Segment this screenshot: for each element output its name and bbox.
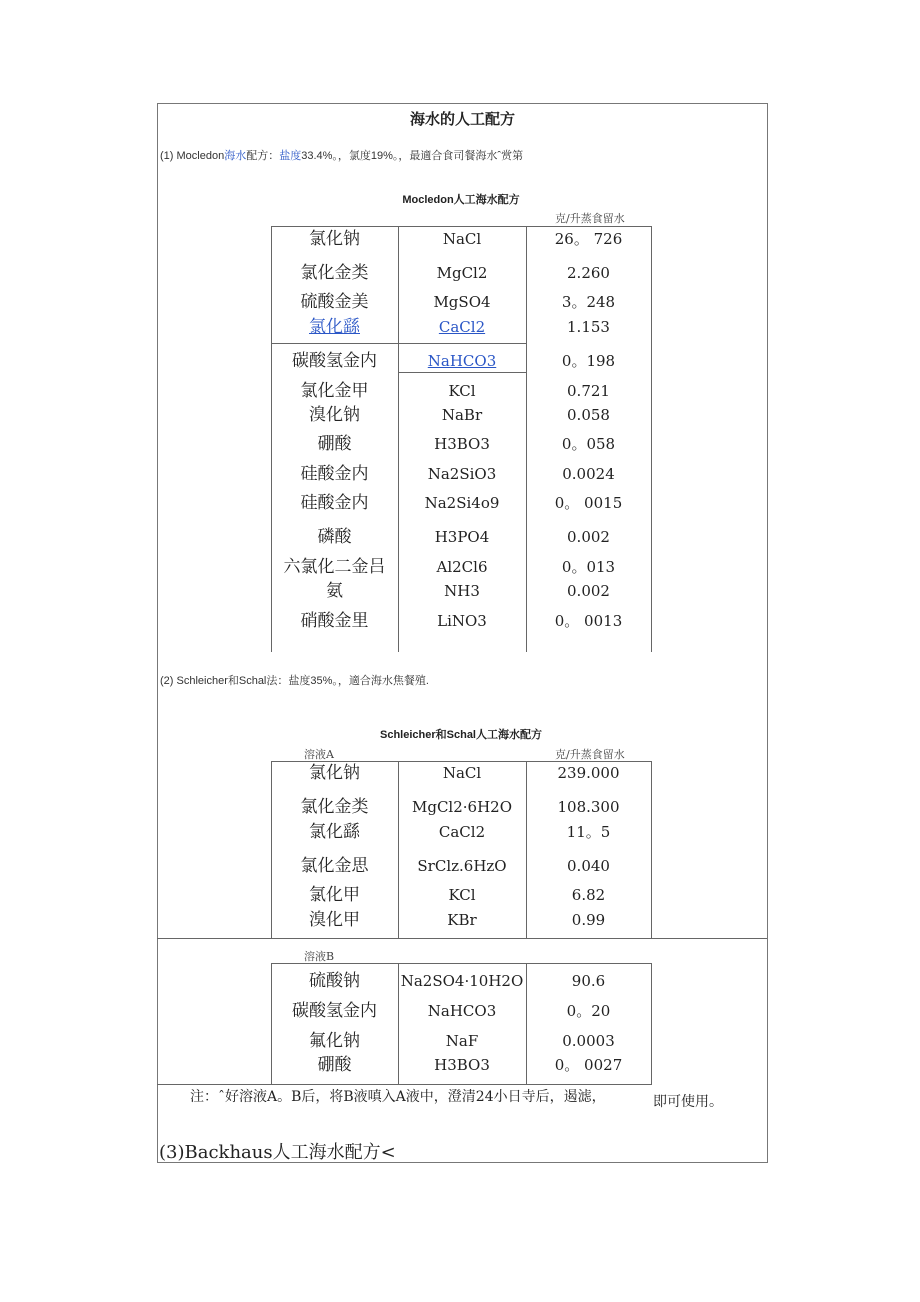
formula: Na2Si4o9	[424, 494, 500, 512]
grams-per-liter: 0。013	[561, 558, 616, 576]
grams-per-liter: 0。198	[561, 352, 616, 370]
grams-per-liter: 0.0024	[562, 465, 615, 483]
formula[interactable]: CaCl2	[438, 318, 486, 336]
compound-name: 硅酸金内	[300, 493, 369, 513]
compound-name: 溴化甲	[309, 910, 360, 930]
grams-per-liter: 0.0003	[562, 1032, 615, 1050]
compound-name: 碳酸氢金内	[292, 351, 377, 371]
formula: KCl	[448, 886, 476, 904]
formula: NaBr	[441, 406, 483, 424]
formula: SrClz.6HzO	[417, 857, 507, 875]
grams-per-liter: 108.300	[557, 798, 620, 816]
table1-unit: 克/升蒸食留水	[555, 212, 625, 225]
formula: H3BO3	[434, 435, 490, 453]
compound-name[interactable]: 氯化繇	[309, 317, 360, 337]
formula: Na2SiO3	[427, 465, 497, 483]
grams-per-liter: 0.99	[571, 911, 606, 929]
s1-link-seawater[interactable]: 海水	[224, 150, 247, 162]
compound-name: 氯化金类	[300, 797, 369, 817]
formula: KCl	[448, 382, 476, 400]
grams-per-liter: 0。20	[566, 1002, 611, 1020]
formula: Al2Cl6	[436, 558, 488, 576]
formula: KBr	[447, 911, 477, 929]
s1-mid: 配方：	[246, 150, 280, 162]
grams-per-liter: 0。 0013	[554, 612, 623, 630]
s1-prefix: (1) Mocledon	[160, 150, 225, 162]
grams-per-liter: 26。 726	[554, 230, 623, 248]
grams-per-liter: 0。058	[561, 435, 616, 453]
compound-name: 氯化繇	[309, 822, 360, 842]
formula: Na2SO4·10H2O	[400, 972, 524, 990]
formula: NH3	[444, 582, 480, 600]
section-3-heading: (3)Backhaus人工海水配方<	[159, 1142, 396, 1163]
formula: MgCl2	[436, 264, 488, 282]
compound-name: 氯化甲	[309, 885, 360, 905]
grams-per-liter: 0.721	[567, 382, 610, 400]
grams-per-liter: 0。 0027	[554, 1056, 623, 1074]
compound-name: 碳酸氢金内	[292, 1001, 377, 1021]
s1-rest: 33.4%。，氯度19%。，最適合食司餐海水ˆ赏第	[301, 150, 524, 162]
formula: NaF	[445, 1032, 479, 1050]
table2-unit: 克/升蒸食留水	[555, 748, 625, 761]
compound-name: 氯化金思	[300, 856, 369, 876]
formula: NaCl	[442, 764, 482, 782]
grams-per-liter: 0.040	[567, 857, 610, 875]
compound-name: 氯化金甲	[300, 381, 369, 401]
compound-name: 硫酸金美	[300, 292, 369, 312]
grams-per-liter: 0.058	[567, 406, 610, 424]
formula[interactable]: NaHCO3	[427, 352, 497, 370]
grams-per-liter: 0。 0015	[554, 494, 623, 512]
grams-per-liter: 3。248	[561, 293, 616, 311]
compound-name: 硅酸金内	[300, 464, 369, 484]
formula: H3BO3	[434, 1056, 490, 1074]
compound-name: 溴化钠	[309, 405, 360, 425]
formula: NaHCO3	[427, 1002, 497, 1020]
compound-name: 硼酸	[317, 434, 352, 454]
grams-per-liter: 1.153	[567, 318, 610, 336]
grams-per-liter: 0.002	[567, 582, 610, 600]
s1-link-salinity[interactable]: 盐度	[279, 150, 302, 162]
compound-name: 磷酸	[317, 527, 352, 547]
formula: MgSO4	[433, 293, 491, 311]
compound-name: 硼酸	[317, 1055, 352, 1075]
compound-name: 六氯化二金吕	[283, 557, 386, 577]
compound-name: 氯化金类	[300, 263, 369, 283]
formula: NaCl	[442, 230, 482, 248]
compound-name: 氯化钠	[309, 763, 360, 783]
section-2-text: (2) Schleicher和Schal法：盐度35%。，適合海水焦餐殖.	[160, 675, 429, 687]
note-end: 即可使用。	[653, 1094, 723, 1110]
grams-per-liter: 239.000	[557, 764, 620, 782]
compound-name: 硫酸钠	[309, 971, 360, 991]
formula: CaCl2	[438, 823, 486, 841]
formula: MgCl2·6H2O	[411, 798, 512, 816]
grams-per-liter: 11。5	[566, 823, 611, 841]
grams-per-liter: 6.82	[571, 886, 606, 904]
table2-caption: Schleicher和Schal人工海水配方	[380, 729, 542, 741]
compound-name: 氟化钠	[309, 1031, 360, 1051]
compound-name: 氨	[326, 581, 343, 601]
compound-name: 氯化钠	[309, 229, 360, 249]
formula: H3PO4	[434, 528, 490, 546]
section-1-text	[160, 147, 523, 163]
formula: LiNO3	[437, 612, 487, 630]
solution-a-label: 溶液A	[304, 748, 334, 761]
grams-per-liter: 0.002	[567, 528, 610, 546]
grams-per-liter: 90.6	[571, 972, 606, 990]
solution-b-label: 溶液B	[304, 950, 335, 963]
table1-caption: Mocledon人工海水配方	[402, 194, 520, 206]
compound-name: 硝酸金里	[300, 611, 369, 631]
grams-per-liter: 2.260	[567, 264, 610, 282]
note-text: 注：ˆ好溶液A。B后，将B液嗔入A液中，澄清24小日寺后，遏滤，	[190, 1089, 606, 1105]
page-title: 海水的人工配方	[409, 111, 515, 128]
